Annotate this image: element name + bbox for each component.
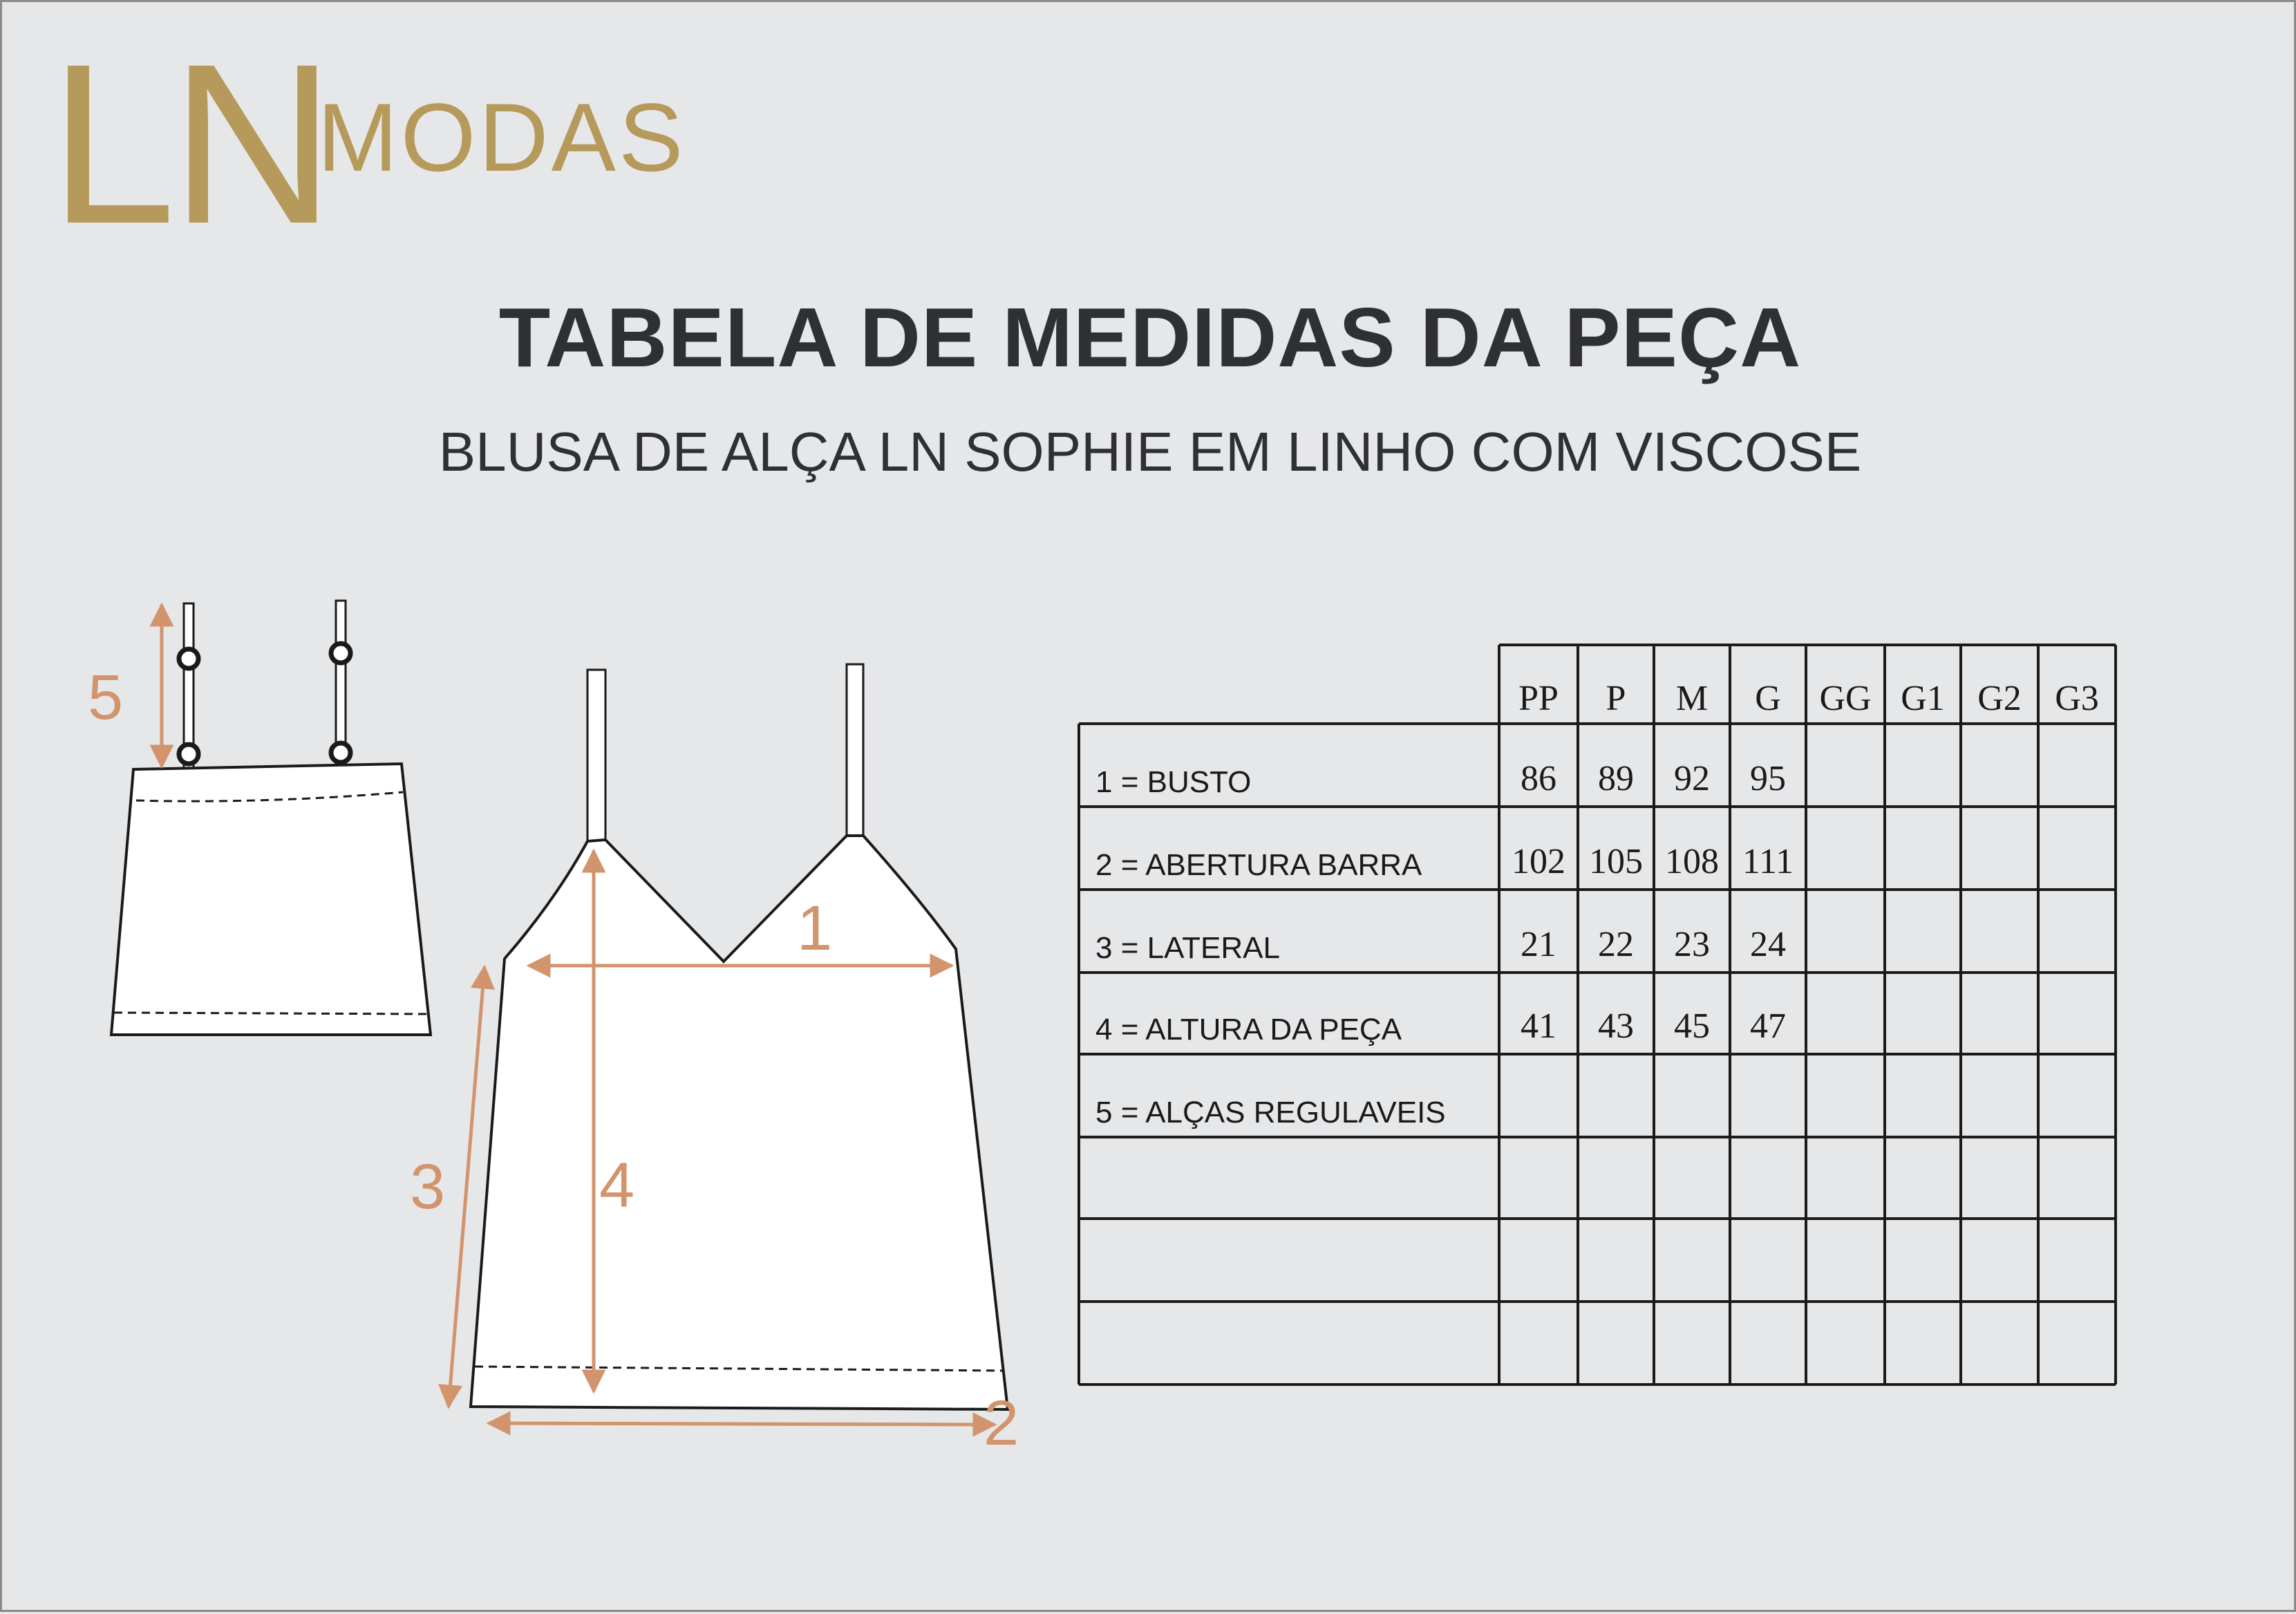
label-5: 5 xyxy=(88,662,124,733)
label-2: 2 xyxy=(984,1388,1019,1458)
measure-value: 24 xyxy=(1750,925,1786,964)
measure-value: 21 xyxy=(1521,925,1556,964)
size-header-g1: G1 xyxy=(1901,679,1945,718)
size-header-g: G xyxy=(1755,679,1781,718)
measure-label: 2 = ABERTURA BARRA xyxy=(1095,848,1422,882)
measure-label: 3 = LATERAL xyxy=(1095,931,1280,965)
page-title: TABELA DE MEDIDAS DA PEÇA xyxy=(498,290,1802,384)
arrow-2-hem xyxy=(489,1423,995,1425)
label-1: 1 xyxy=(797,893,833,964)
measure-value: 86 xyxy=(1521,759,1556,798)
measure-value: 108 xyxy=(1665,842,1719,881)
measure-value: 95 xyxy=(1750,759,1786,798)
measure-value: 45 xyxy=(1674,1006,1710,1046)
strap-ring xyxy=(179,744,198,764)
measure-value: 89 xyxy=(1598,759,1634,798)
measure-value: 23 xyxy=(1674,925,1710,964)
strap-ring xyxy=(179,649,198,668)
label-4: 4 xyxy=(599,1150,635,1221)
strap-ring xyxy=(331,644,350,663)
size-header-m: M xyxy=(1675,679,1709,718)
measure-value: 111 xyxy=(1742,842,1794,881)
strap-ring xyxy=(331,743,350,762)
front-view-drawing xyxy=(471,664,1008,1409)
measure-value: 92 xyxy=(1674,759,1710,798)
measure-value: 102 xyxy=(1512,842,1565,881)
measure-label: 5 = ALÇAS REGULAVEIS xyxy=(1095,1096,1446,1129)
measure-value: 22 xyxy=(1598,925,1634,964)
label-3: 3 xyxy=(410,1152,446,1222)
measure-value: 47 xyxy=(1750,1006,1786,1046)
measure-label: 1 = BUSTO xyxy=(1095,765,1252,799)
size-header-pp: PP xyxy=(1518,679,1559,718)
logo-ln: LN xyxy=(49,16,330,271)
measure-label: 4 = ALTURA DA PEÇA xyxy=(1095,1013,1402,1047)
garment-diagram xyxy=(2,2,2296,1614)
size-header-gg: GG xyxy=(1819,679,1872,718)
size-header-p: P xyxy=(1606,679,1626,718)
logo-modas: MODAS xyxy=(317,83,686,191)
page-subtitle: BLUSA DE ALÇA LN SOPHIE EM LINHO COM VISCOSE xyxy=(438,421,1862,482)
measure-value: 43 xyxy=(1598,1006,1634,1046)
back-view-drawing xyxy=(111,601,431,1035)
measure-value: 41 xyxy=(1521,1006,1556,1046)
size-header-g2: G2 xyxy=(1977,679,2022,718)
size-header-g3: G3 xyxy=(2055,679,2099,718)
measure-value: 105 xyxy=(1589,842,1643,881)
